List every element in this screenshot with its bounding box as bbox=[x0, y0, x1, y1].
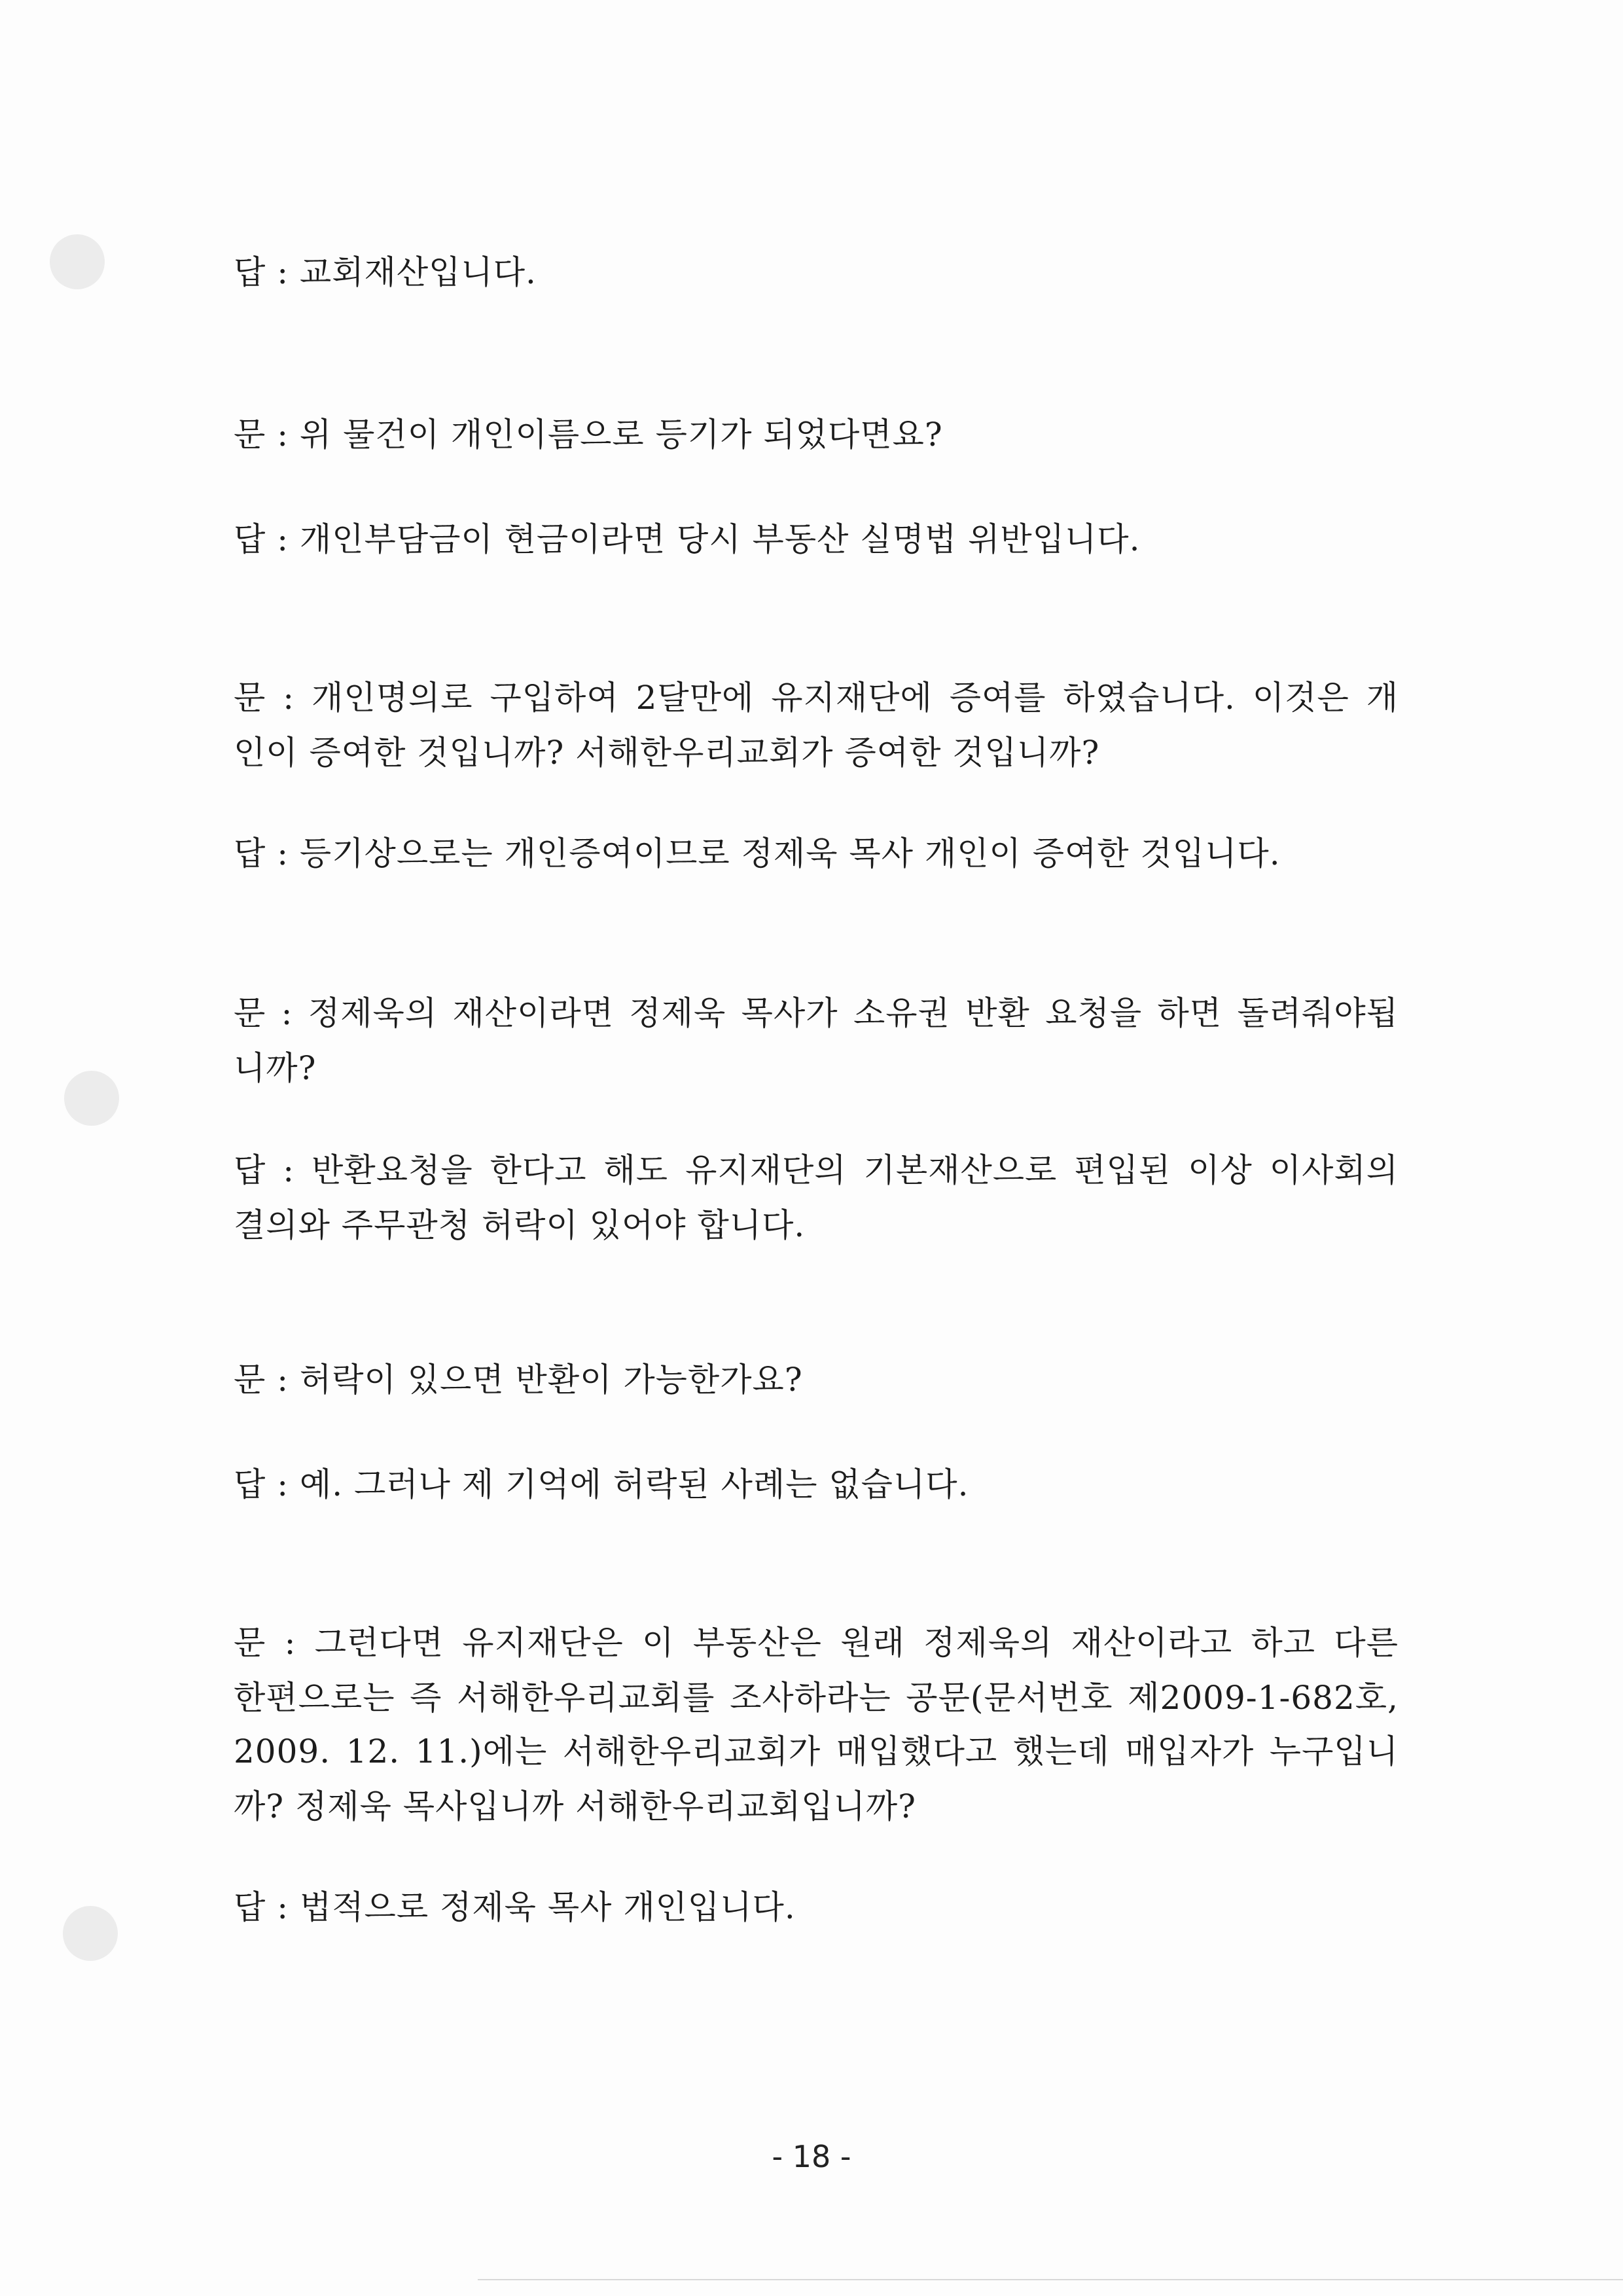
punch-hole-mark bbox=[64, 1071, 119, 1126]
answer-line: 답 : 반환요청을 한다고 해도 유지재단의 기본재산으로 편입된 이상 이사회의 bbox=[234, 1151, 1399, 1189]
page-number: - 18 - bbox=[772, 2139, 851, 2174]
question-line: 문 : 허락이 있으면 반환이 가능한가요? bbox=[234, 1361, 803, 1399]
question-line: 인이 증여한 것입니까? 서해한우리교회가 증여한 것입니까? bbox=[234, 734, 1100, 772]
answer-line: 답 : 예. 그러나 제 기억에 허락된 사례는 없습니다. bbox=[234, 1465, 969, 1503]
answer-line: 답 : 개인부담금이 현금이라면 당시 부동산 실명법 위반입니다. bbox=[234, 520, 1141, 558]
punch-hole-mark bbox=[63, 1906, 118, 1961]
scan-edge-line bbox=[478, 2279, 1623, 2280]
question-line: 니까? bbox=[234, 1049, 317, 1087]
answer-line: 결의와 주무관청 허락이 있어야 합니다. bbox=[234, 1206, 806, 1244]
answer-line: 답 : 교회재산입니다. bbox=[234, 253, 537, 291]
punch-hole-mark bbox=[50, 234, 105, 289]
question-line: 2009. 12. 11.)에는 서해한우리교회가 매입했다고 했는데 매입자가 누구입니 bbox=[234, 1732, 1399, 1770]
question-line: 한편으로는 즉 서해한우리교회를 조사하라는 공문(문서번호 제2009-1-682호, bbox=[234, 1679, 1399, 1717]
question-line: 문 : 위 물건이 개인이름으로 등기가 되었다면요? bbox=[234, 416, 943, 454]
answer-line: 답 : 등기상으로는 개인증여이므로 정제욱 목사 개인이 증여한 것입니다. bbox=[234, 834, 1281, 872]
answer-line: 답 : 법적으로 정제욱 목사 개인입니다. bbox=[234, 1888, 796, 1926]
question-line: 문 : 그런다면 유지재단은 이 부동산은 원래 정제욱의 재산이라고 하고 다른 bbox=[234, 1624, 1399, 1662]
question-line: 문 : 정제욱의 재산이라면 정제욱 목사가 소유권 반환 요청을 하면 돌려줘야됩 bbox=[234, 994, 1399, 1032]
question-line: 문 : 개인명의로 구입하여 2달만에 유지재단에 증여를 하였습니다. 이것은 개 bbox=[234, 679, 1399, 717]
question-line: 까? 정제욱 목사입니까 서해한우리교회입니까? bbox=[234, 1787, 916, 1825]
